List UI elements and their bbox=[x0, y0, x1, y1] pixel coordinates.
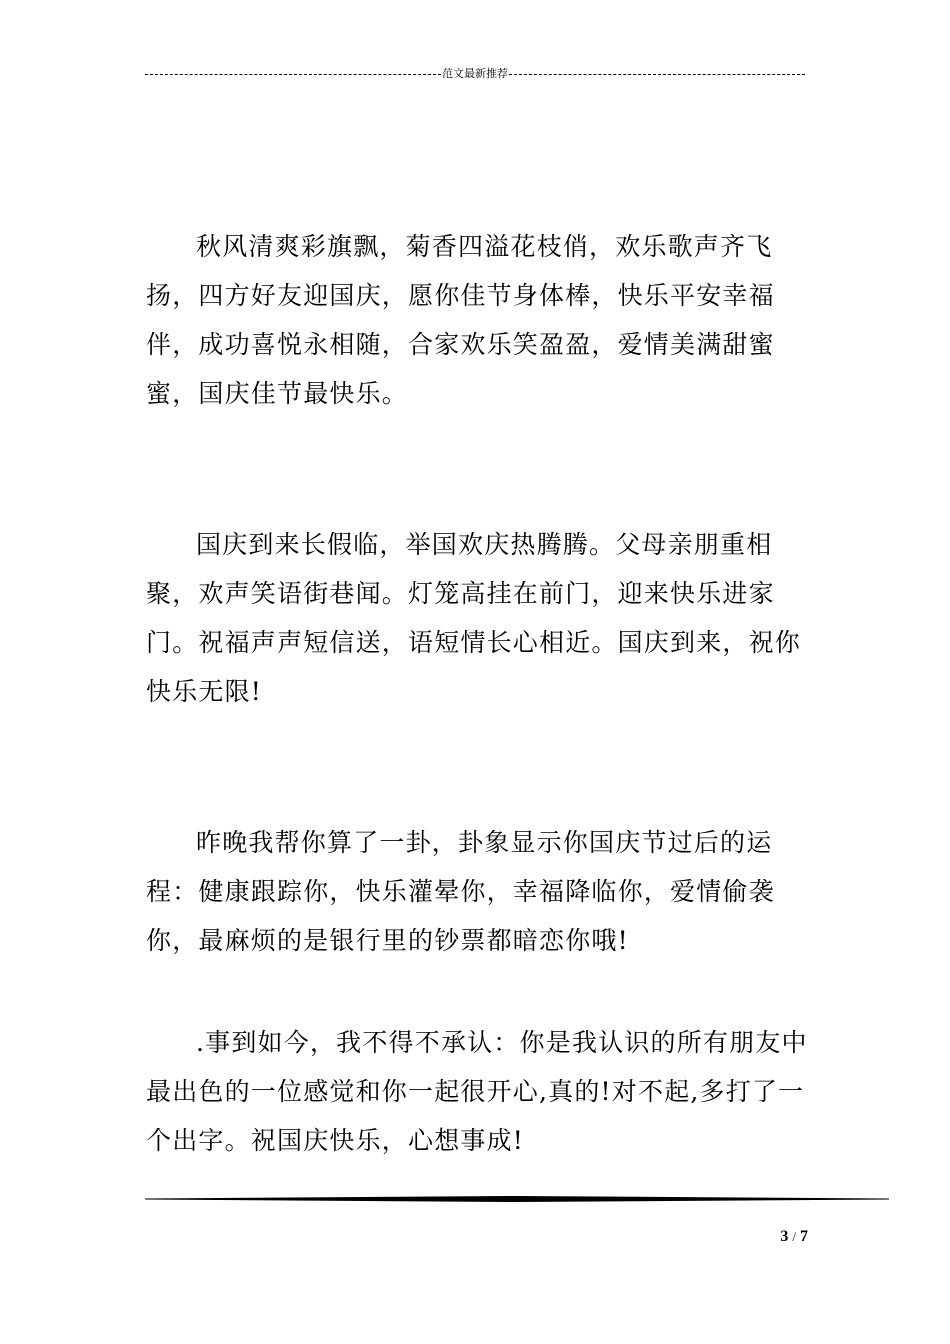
footer-divider bbox=[145, 1196, 889, 1202]
page-number bbox=[740, 1228, 808, 1246]
page-separator: / bbox=[792, 1229, 796, 1244]
page-total: 7 bbox=[800, 1228, 808, 1245]
paragraph-3: 昨晚我帮你算了一卦，卦象显示你国庆节过后的运程：健康跟踪你，快乐灌晕你，幸福降临你，爱情偷袭你，最麻烦的是银行里的钞票都暗恋你哦! bbox=[146, 828, 775, 955]
header-dash-left bbox=[145, 74, 441, 75]
header-dash-right bbox=[509, 74, 805, 75]
page-current: 3 bbox=[780, 1228, 789, 1245]
page-header bbox=[145, 66, 805, 82]
paragraph-1: 秋风清爽彩旗飘，菊香四溢花枝俏，欢乐歌声齐飞扬，四方好友迎国庆，愿你佳节身体棒，快乐平安幸福伴，成功喜悦永相随，合家欢乐笑盈盈，爱情美满甜蜜蜜，国庆佳节最快乐。 bbox=[146, 232, 775, 408]
header-title: 范文最新推荐 bbox=[442, 67, 508, 80]
paragraph-2: 国庆到来长假临，举国欢庆热腾腾。父母亲朋重相聚，欢声笑语街巷闻。灯笼高挂在前门，迎来快乐进家门。祝福声声短信送，语短情长心相近。国庆到来，祝你快乐无限! bbox=[146, 530, 802, 706]
paragraph-4: .事到如今，我不得不承认：你是我认识的所有朋友中最出色的一位感觉和你一起很开心,真的!对不起,多打了一个出字。祝国庆快乐，心想事成! bbox=[146, 1028, 808, 1155]
